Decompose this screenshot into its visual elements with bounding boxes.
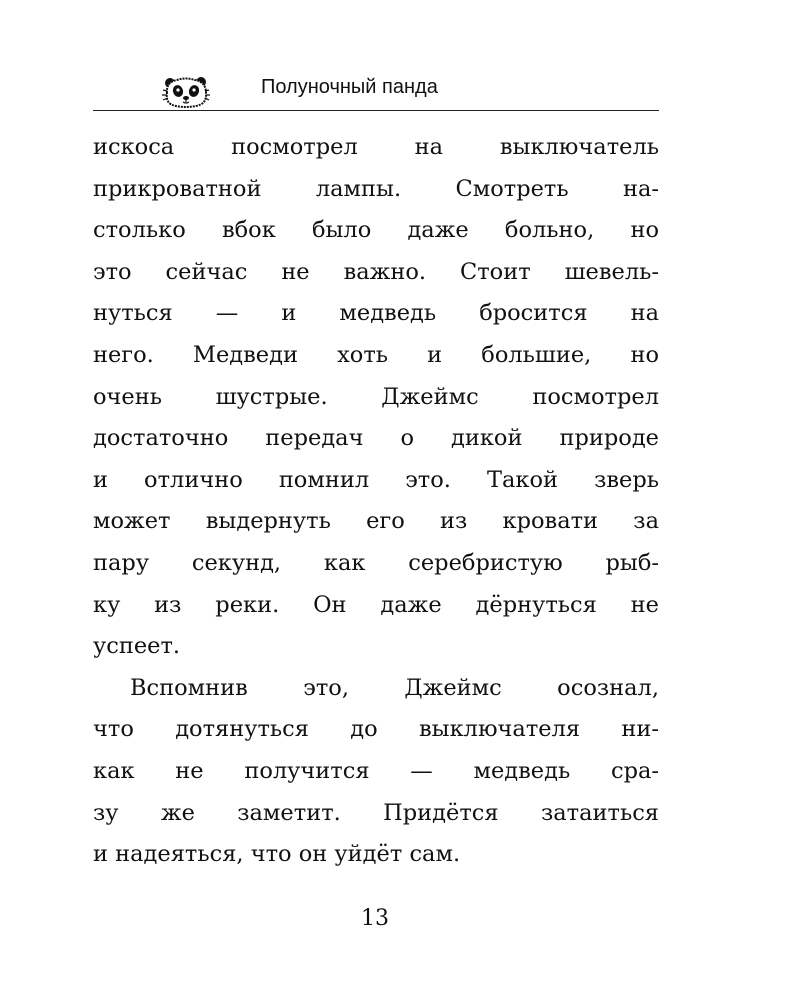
text-line: успеет. (93, 633, 181, 660)
text-line: что дотянуться до выключателя ни- (93, 716, 659, 743)
body-text (93, 127, 659, 876)
text-line: искоса посмотрел на выключатель (93, 134, 659, 160)
text-line: и отлично помнил это. Такой зверь (93, 466, 659, 493)
text-line: Вспомнив это, Джеймс осознал, (130, 674, 659, 701)
panda-face-icon (159, 76, 213, 108)
text-line: него. Медведи хоть и большие, но (93, 341, 659, 368)
text-line: прикроватной лампы. Смотреть на- (93, 175, 659, 202)
text-line: достаточно передач о дикой природе (93, 425, 659, 452)
text-line: столько вбок было даже больно, но (93, 217, 659, 244)
running-head (93, 72, 659, 111)
text-line: пару секунд, как серебристую рыб- (93, 549, 659, 576)
text-line: нуться — и медведь бросится на (93, 300, 659, 327)
page-number: 13 (361, 906, 389, 931)
text-line: это сейчас не важно. Стоит шевель- (93, 258, 659, 285)
text-line: очень шустрые. Джеймс посмотрел (93, 383, 659, 410)
running-title: Полуночный панда (261, 76, 438, 98)
text-line: и надеяться, что он уйдёт сам. (93, 841, 461, 868)
text-line: ку из реки. Он даже дёрнуться не (93, 591, 659, 618)
text-line: может выдернуть его из кровати за (93, 508, 659, 535)
text-line: как не получится — медведь сра- (93, 757, 659, 784)
text-line: зу же заметит. Придётся затаиться (93, 799, 659, 826)
